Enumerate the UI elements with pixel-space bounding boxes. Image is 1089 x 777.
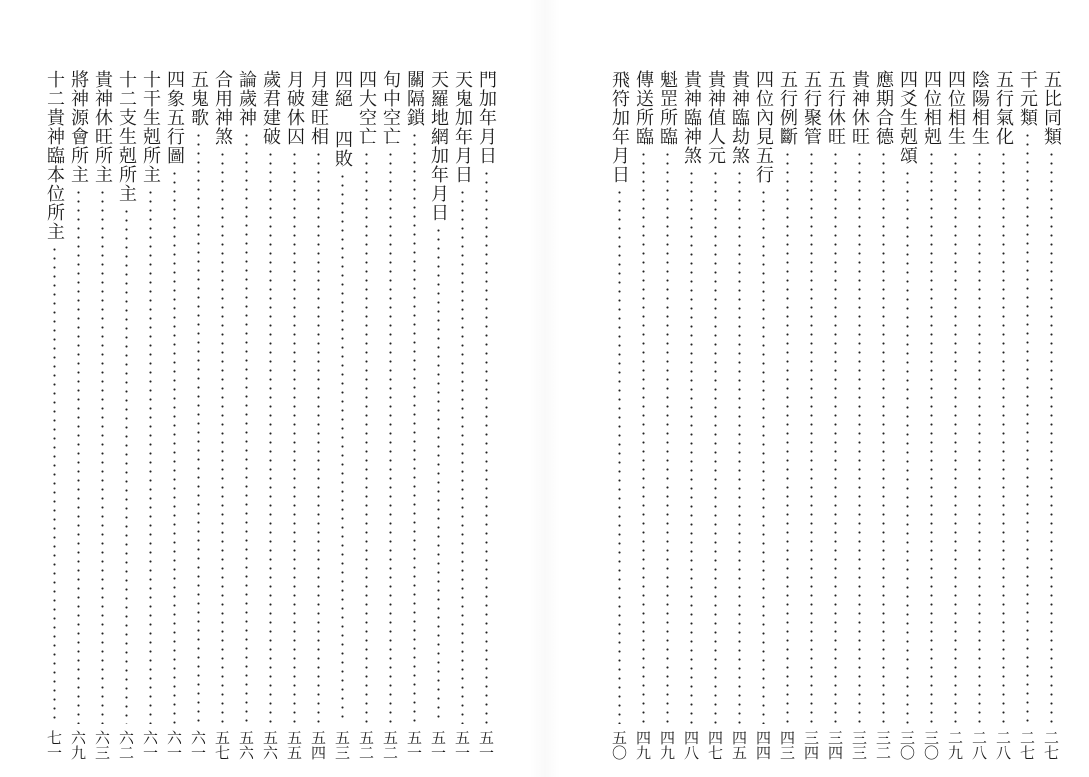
dot-leader (149, 188, 152, 724)
entry-title: 五行休旺 (825, 70, 846, 146)
entry-title: 關隔鎖 (404, 70, 425, 127)
toc-entry[interactable] (1039, 70, 1063, 760)
entry-page-number: 五二 (357, 730, 375, 760)
toc-entry[interactable] (991, 70, 1015, 760)
dot-leader (1002, 150, 1005, 724)
toc-entry[interactable] (823, 70, 847, 760)
entry-page-number: 六九 (69, 730, 87, 760)
entry-title: 五行例斷 (777, 70, 798, 146)
toc-entry[interactable] (258, 70, 282, 760)
dot-leader (77, 188, 80, 724)
entry-title: 貴神休旺 (849, 70, 870, 146)
toc-entry[interactable] (186, 70, 210, 760)
entry-title: 五鬼歌 (188, 70, 209, 127)
entry-title: 歲君建破 (260, 70, 281, 146)
entry-page-number: 五六 (237, 730, 255, 760)
entry-title: 貴神臨神煞 (681, 70, 702, 165)
toc-entry[interactable] (919, 70, 943, 760)
dot-leader (413, 131, 416, 724)
entry-title: 天羅地網加年月日 (428, 70, 449, 222)
toc-entry[interactable] (114, 70, 138, 760)
toc-entry[interactable] (871, 70, 895, 760)
dot-leader (389, 150, 392, 724)
entry-page-number: 二九 (946, 730, 964, 760)
toc-entry[interactable] (631, 70, 655, 760)
dot-leader (762, 188, 765, 724)
entry-page-number: 三三 (850, 730, 868, 760)
entry-page-number: 三〇 (898, 730, 916, 760)
dot-leader (786, 150, 789, 724)
entry-title: 干元類 (1017, 70, 1038, 127)
entry-page-number: 五一 (477, 730, 495, 760)
dot-leader (1050, 150, 1053, 724)
toc-entry[interactable] (282, 70, 306, 760)
entry-title: 四爻生剋頌 (897, 70, 918, 165)
entry-page-number: 三〇 (922, 730, 940, 760)
entry-title: 四象五行圖 (164, 70, 185, 165)
toc-entry[interactable] (138, 70, 162, 760)
entry-page-number: 四七 (706, 730, 724, 760)
dot-leader (882, 150, 885, 724)
entry-title: 傳送所臨 (633, 70, 654, 146)
toc-entry[interactable] (679, 70, 703, 760)
entry-title: 飛符加年月日 (609, 70, 630, 184)
entry-title: 四絕 四敗 (332, 70, 353, 168)
dot-leader (53, 245, 56, 724)
dot-leader (858, 150, 861, 724)
entry-page-number: 六一 (141, 730, 159, 760)
dot-leader (954, 150, 957, 724)
toc-entry[interactable] (895, 70, 919, 760)
dot-leader (173, 169, 176, 724)
entry-page-number: 六一 (165, 730, 183, 760)
left-toc-page (28, 70, 498, 760)
toc-entry[interactable] (354, 70, 378, 760)
toc-entry[interactable] (210, 70, 234, 760)
toc-entry[interactable] (378, 70, 402, 760)
entry-title: 五行聚管 (801, 70, 822, 146)
entry-title: 十干生剋所主 (140, 70, 161, 184)
dot-leader (293, 150, 296, 724)
toc-entry[interactable] (162, 70, 186, 760)
entry-page-number: 五一 (429, 730, 447, 760)
dot-leader (485, 169, 488, 724)
entry-page-number: 四四 (754, 730, 772, 760)
dot-leader (834, 150, 837, 724)
entry-page-number: 二七 (1042, 730, 1060, 760)
entry-page-number: 五六 (261, 730, 279, 760)
entry-page-number: 七一 (45, 730, 63, 760)
entry-title: 魁罡所臨 (657, 70, 678, 146)
toc-entry[interactable] (66, 70, 90, 760)
toc-entry[interactable] (655, 70, 679, 760)
dot-leader (738, 169, 741, 724)
dot-leader (317, 150, 320, 724)
dot-leader (101, 188, 104, 724)
entry-page-number: 五一 (453, 730, 471, 760)
toc-entry[interactable] (751, 70, 775, 760)
entry-page-number: 四五 (730, 730, 748, 760)
dot-leader (437, 226, 440, 724)
right-toc-page (595, 70, 1065, 760)
entry-page-number: 六二 (117, 730, 135, 760)
entry-title: 四位相剋 (921, 70, 942, 146)
entry-page-number: 二八 (994, 730, 1012, 760)
entry-title: 貴神臨劫煞 (729, 70, 750, 165)
entry-title: 五行氣化 (993, 70, 1014, 146)
dot-leader (714, 169, 717, 724)
entry-title: 十二支生剋所主 (116, 70, 137, 203)
entry-page-number: 六三 (93, 730, 111, 760)
dot-leader (906, 169, 909, 724)
entry-title: 四大空亡 (356, 70, 377, 146)
toc-entry[interactable] (90, 70, 114, 760)
entry-title: 四位內見五行 (753, 70, 774, 184)
entry-title: 月破休囚 (284, 70, 305, 146)
dot-leader (221, 150, 224, 724)
dot-leader (930, 150, 933, 724)
entry-title: 應期合德 (873, 70, 894, 146)
entry-page-number: 五〇 (610, 730, 628, 760)
entry-page-number: 四八 (682, 730, 700, 760)
dot-leader (810, 150, 813, 724)
toc-entry[interactable] (306, 70, 330, 760)
toc-entry[interactable] (402, 70, 426, 760)
dot-leader (642, 150, 645, 724)
entry-page-number: 四九 (634, 730, 652, 760)
dot-leader (978, 150, 981, 724)
entry-page-number: 五四 (309, 730, 327, 760)
entry-title: 旬中空亡 (380, 70, 401, 146)
entry-title: 貴神值人元 (705, 70, 726, 165)
toc-entry[interactable] (42, 70, 66, 760)
entry-page-number: 三二 (874, 730, 892, 760)
dot-leader (125, 207, 128, 724)
entry-page-number: 五三 (333, 730, 351, 760)
toc-entry[interactable] (450, 70, 474, 760)
entry-page-number: 五七 (213, 730, 231, 760)
entry-title: 陰陽相生 (969, 70, 990, 146)
dot-leader (666, 150, 669, 724)
dot-leader (618, 188, 621, 724)
entry-title: 月建旺相 (308, 70, 329, 146)
entry-title: 合用神煞 (212, 70, 233, 146)
toc-entry[interactable] (426, 70, 450, 760)
entry-page-number: 四九 (658, 730, 676, 760)
toc-entry[interactable] (775, 70, 799, 760)
entry-title: 貴神休旺所主 (92, 70, 113, 184)
entry-title: 五比同類 (1041, 70, 1062, 146)
toc-entry[interactable] (967, 70, 991, 760)
entry-page-number: 二八 (970, 730, 988, 760)
dot-leader (365, 150, 368, 724)
toc-entry[interactable] (703, 70, 727, 760)
entry-page-number: 五二 (381, 730, 399, 760)
entry-page-number: 四三 (778, 730, 796, 760)
dot-leader (1026, 131, 1029, 724)
entry-page-number: 三四 (826, 730, 844, 760)
entry-title: 四位相生 (945, 70, 966, 146)
entry-title: 天鬼加年月日 (452, 70, 473, 184)
toc-entry[interactable] (847, 70, 871, 760)
entry-title: 十二貴神臨本位所主 (44, 70, 65, 241)
toc-entry[interactable] (474, 70, 498, 760)
dot-leader (461, 188, 464, 724)
entry-page-number: 二七 (1018, 730, 1036, 760)
toc-entry[interactable] (799, 70, 823, 760)
entry-page-number: 五一 (405, 730, 423, 760)
toc-entry[interactable] (727, 70, 751, 760)
toc-entry[interactable] (1015, 70, 1039, 760)
dot-leader (269, 150, 272, 724)
dot-leader (341, 172, 344, 724)
toc-entry[interactable] (607, 70, 631, 760)
entry-title: 論歲神 (236, 70, 257, 127)
dot-leader (245, 131, 248, 724)
toc-entry[interactable] (330, 70, 354, 760)
entry-page-number: 六一 (189, 730, 207, 760)
dot-leader (690, 169, 693, 724)
entry-title: 門加年月日 (476, 70, 497, 165)
toc-entry[interactable] (234, 70, 258, 760)
entry-page-number: 三四 (802, 730, 820, 760)
entry-title: 將神源會所主 (68, 70, 89, 184)
dot-leader (197, 131, 200, 724)
book-gutter (530, 0, 560, 777)
entry-page-number: 五五 (285, 730, 303, 760)
toc-entry[interactable] (943, 70, 967, 760)
